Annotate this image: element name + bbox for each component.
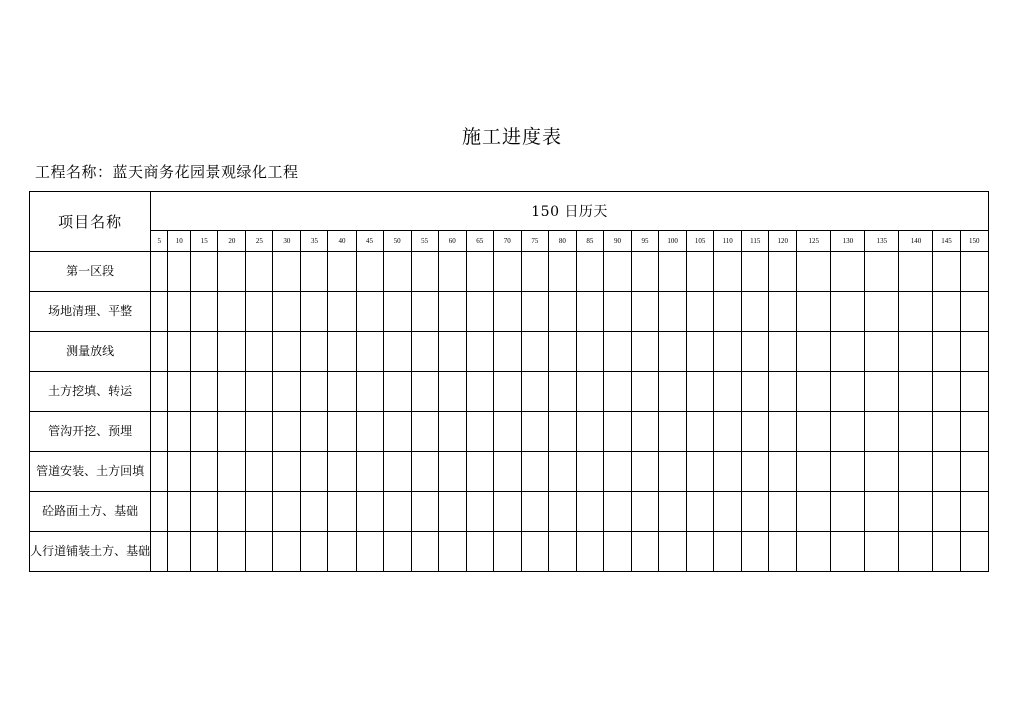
schedule-cell: [865, 532, 899, 572]
schedule-cell: [769, 532, 797, 572]
schedule-cell: [218, 452, 246, 492]
schedule-cell: [521, 492, 548, 532]
schedule-cell: [548, 532, 576, 572]
schedule-cell: [687, 252, 714, 292]
schedule-cell: [493, 372, 521, 412]
project-name: 工程名称：蓝天商务花园景观绿化工程: [35, 163, 299, 181]
schedule-cell: [246, 412, 273, 452]
schedule-cell: [687, 372, 714, 412]
schedule-cell: [383, 412, 411, 452]
schedule-cell: [356, 452, 383, 492]
task-name: 管道安装、土方回填: [30, 452, 151, 492]
schedule-cell: [899, 412, 933, 452]
schedule-cell: [960, 452, 988, 492]
schedule-cell: [576, 492, 603, 532]
schedule-cell: [356, 252, 383, 292]
schedule-cell: [493, 452, 521, 492]
schedule-cell: [687, 452, 714, 492]
schedule-cell: [742, 492, 769, 532]
schedule-cell: [356, 532, 383, 572]
schedule-cell: [632, 452, 659, 492]
schedule-cell: [218, 292, 246, 332]
schedule-cell: [742, 292, 769, 332]
schedule-table: [29, 191, 989, 572]
schedule-cell: [797, 292, 831, 332]
schedule-cell: [168, 372, 191, 412]
schedule-cell: [960, 492, 988, 532]
schedule-cell: [548, 452, 576, 492]
schedule-cell: [548, 332, 576, 372]
schedule-cell: [356, 372, 383, 412]
task-name: 人行道铺装土方、基础: [30, 532, 151, 572]
day-tick: 115: [742, 231, 769, 252]
schedule-cell: [493, 492, 521, 532]
task-name: 土方挖填、转运: [30, 372, 151, 412]
schedule-cell: [191, 492, 218, 532]
day-tick: 70: [493, 231, 521, 252]
schedule-cell: [797, 532, 831, 572]
schedule-cell: [301, 412, 328, 452]
schedule-cell: [168, 532, 191, 572]
schedule-cell: [383, 292, 411, 332]
day-tick: 110: [714, 231, 742, 252]
schedule-cell: [356, 492, 383, 532]
task-row: [30, 492, 989, 532]
schedule-cell: [687, 332, 714, 372]
schedule-cell: [151, 532, 168, 572]
schedule-cell: [742, 532, 769, 572]
schedule-cell: [603, 532, 631, 572]
task-row: [30, 292, 989, 332]
schedule-cell: [714, 292, 742, 332]
schedule-cell: [865, 412, 899, 452]
schedule-cell: [438, 532, 466, 572]
schedule-cell: [521, 332, 548, 372]
schedule-cell: [466, 492, 493, 532]
schedule-cell: [151, 412, 168, 452]
schedule-cell: [383, 452, 411, 492]
schedule-cell: [466, 372, 493, 412]
schedule-cell: [218, 412, 246, 452]
schedule-cell: [659, 332, 687, 372]
day-tick: 85: [576, 231, 603, 252]
schedule-cell: [714, 252, 742, 292]
schedule-cell: [218, 252, 246, 292]
schedule-cell: [831, 252, 865, 292]
schedule-cell: [603, 452, 631, 492]
schedule-cell: [246, 452, 273, 492]
schedule-cell: [769, 492, 797, 532]
day-tick: 10: [168, 231, 191, 252]
schedule-cell: [548, 292, 576, 332]
schedule-cell: [246, 372, 273, 412]
task-name: 第一区段: [30, 252, 151, 292]
schedule-cell: [769, 412, 797, 452]
schedule-cell: [714, 532, 742, 572]
task-row: [30, 372, 989, 412]
schedule-cell: [273, 292, 301, 332]
schedule-cell: [191, 332, 218, 372]
schedule-cell: [493, 532, 521, 572]
schedule-cell: [576, 332, 603, 372]
schedule-cell: [521, 452, 548, 492]
schedule-cell: [411, 252, 438, 292]
schedule-cell: [301, 492, 328, 532]
schedule-cell: [168, 452, 191, 492]
day-tick: 45: [356, 231, 383, 252]
schedule-cell: [831, 412, 865, 452]
schedule-cell: [328, 452, 356, 492]
schedule-cell: [168, 412, 191, 452]
schedule-cell: [960, 332, 988, 372]
schedule-cell: [356, 412, 383, 452]
schedule-cell: [301, 372, 328, 412]
schedule-cell: [493, 412, 521, 452]
schedule-cell: [548, 372, 576, 412]
schedule-cell: [769, 372, 797, 412]
schedule-cell: [328, 292, 356, 332]
schedule-cell: [191, 372, 218, 412]
schedule-cell: [246, 492, 273, 532]
task-row: [30, 332, 989, 372]
schedule-cell: [438, 372, 466, 412]
schedule-cell: [797, 412, 831, 452]
task-name: 管沟开挖、预埋: [30, 412, 151, 452]
schedule-cell: [659, 252, 687, 292]
schedule-cell: [411, 332, 438, 372]
schedule-cell: [246, 252, 273, 292]
day-tick: 135: [865, 231, 899, 252]
day-tick: 25: [246, 231, 273, 252]
schedule-cell: [899, 532, 933, 572]
schedule-cell: [191, 412, 218, 452]
schedule-cell: [659, 452, 687, 492]
schedule-cell: [383, 532, 411, 572]
project-name-header: 项目名称: [30, 192, 151, 252]
day-tick: 100: [659, 231, 687, 252]
schedule-cell: [632, 332, 659, 372]
schedule-cell: [899, 252, 933, 292]
task-row: [30, 532, 989, 572]
schedule-cell: [865, 492, 899, 532]
schedule-cell: [493, 332, 521, 372]
schedule-cell: [301, 292, 328, 332]
day-tick: 150: [960, 231, 988, 252]
day-tick: 125: [797, 231, 831, 252]
day-tick: 60: [438, 231, 466, 252]
schedule-cell: [383, 252, 411, 292]
schedule-cell: [576, 292, 603, 332]
schedule-cell: [687, 492, 714, 532]
schedule-cell: [168, 492, 191, 532]
schedule-cell: [831, 332, 865, 372]
schedule-cell: [438, 492, 466, 532]
schedule-cell: [603, 252, 631, 292]
schedule-cell: [933, 332, 960, 372]
task-row: [30, 452, 989, 492]
schedule-cell: [659, 412, 687, 452]
schedule-cell: [659, 492, 687, 532]
schedule-cell: [218, 332, 246, 372]
task-row: [30, 252, 989, 292]
schedule-cell: [438, 292, 466, 332]
schedule-cell: [933, 532, 960, 572]
schedule-cell: [797, 492, 831, 532]
schedule-cell: [960, 252, 988, 292]
schedule-cell: [831, 492, 865, 532]
task-row: [30, 412, 989, 452]
day-tick: 75: [521, 231, 548, 252]
schedule-cell: [411, 532, 438, 572]
schedule-cell: [831, 292, 865, 332]
schedule-cell: [521, 292, 548, 332]
schedule-cell: [521, 252, 548, 292]
schedule-cell: [687, 532, 714, 572]
day-tick: 90: [603, 231, 631, 252]
schedule-cell: [899, 332, 933, 372]
schedule-cell: [466, 252, 493, 292]
schedule-cell: [151, 372, 168, 412]
schedule-cell: [933, 412, 960, 452]
schedule-cell: [356, 292, 383, 332]
schedule-cell: [933, 372, 960, 412]
schedule-cell: [411, 292, 438, 332]
day-tick: 145: [933, 231, 960, 252]
schedule-cell: [659, 372, 687, 412]
schedule-cell: [273, 532, 301, 572]
schedule-cell: [411, 412, 438, 452]
schedule-cell: [831, 452, 865, 492]
schedule-cell: [632, 492, 659, 532]
schedule-cell: [411, 492, 438, 532]
day-tick: 95: [632, 231, 659, 252]
schedule-cell: [273, 452, 301, 492]
schedule-cell: [960, 532, 988, 572]
schedule-cell: [769, 292, 797, 332]
schedule-cell: [328, 252, 356, 292]
schedule-cell: [218, 492, 246, 532]
schedule-cell: [328, 492, 356, 532]
schedule-cell: [411, 372, 438, 412]
day-tick: 30: [273, 231, 301, 252]
schedule-cell: [301, 532, 328, 572]
day-tick: 130: [831, 231, 865, 252]
schedule-cell: [960, 292, 988, 332]
schedule-cell: [576, 452, 603, 492]
schedule-cell: [438, 412, 466, 452]
schedule-cell: [191, 532, 218, 572]
schedule-cell: [328, 532, 356, 572]
schedule-cell: [960, 372, 988, 412]
schedule-cell: [383, 372, 411, 412]
schedule-cell: [168, 252, 191, 292]
schedule-cell: [466, 332, 493, 372]
schedule-cell: [466, 412, 493, 452]
schedule-cell: [576, 252, 603, 292]
day-tick: 5: [151, 231, 168, 252]
day-tick: 35: [301, 231, 328, 252]
day-tick: 40: [328, 231, 356, 252]
schedule-cell: [356, 332, 383, 372]
schedule-cell: [576, 412, 603, 452]
schedule-cell: [714, 492, 742, 532]
schedule-cell: [714, 372, 742, 412]
schedule-cell: [273, 252, 301, 292]
schedule-cell: [411, 452, 438, 492]
schedule-cell: [687, 412, 714, 452]
schedule-cell: [865, 292, 899, 332]
schedule-cell: [632, 372, 659, 412]
schedule-cell: [899, 492, 933, 532]
day-tick: 55: [411, 231, 438, 252]
schedule-cell: [191, 452, 218, 492]
schedule-cell: [301, 252, 328, 292]
schedule-cell: [576, 372, 603, 412]
day-tick: 20: [218, 231, 246, 252]
schedule-cell: [273, 332, 301, 372]
schedule-cell: [438, 332, 466, 372]
schedule-cell: [548, 412, 576, 452]
schedule-cell: [899, 452, 933, 492]
day-tick: 140: [899, 231, 933, 252]
schedule-cell: [218, 372, 246, 412]
schedule-cell: [383, 492, 411, 532]
calendar-days-header: 150 日历天: [151, 192, 989, 231]
schedule-cell: [742, 252, 769, 292]
schedule-cell: [742, 452, 769, 492]
schedule-cell: [797, 372, 831, 412]
schedule-cell: [865, 452, 899, 492]
schedule-cell: [865, 372, 899, 412]
schedule-cell: [191, 252, 218, 292]
day-tick: 15: [191, 231, 218, 252]
schedule-cell: [576, 532, 603, 572]
schedule-cell: [933, 492, 960, 532]
schedule-cell: [548, 492, 576, 532]
schedule-cell: [273, 372, 301, 412]
schedule-cell: [151, 492, 168, 532]
schedule-cell: [742, 412, 769, 452]
schedule-cell: [603, 292, 631, 332]
schedule-cell: [466, 452, 493, 492]
schedule-cell: [246, 332, 273, 372]
schedule-cell: [714, 452, 742, 492]
schedule-cell: [191, 292, 218, 332]
day-tick: 80: [548, 231, 576, 252]
schedule-cell: [899, 372, 933, 412]
schedule-cell: [521, 372, 548, 412]
schedule-cell: [659, 532, 687, 572]
day-ticks-row: [30, 231, 989, 252]
schedule-cell: [831, 372, 865, 412]
schedule-cell: [301, 452, 328, 492]
schedule-cell: [769, 452, 797, 492]
schedule-cell: [466, 292, 493, 332]
schedule-cell: [438, 452, 466, 492]
schedule-cell: [328, 412, 356, 452]
schedule-cell: [301, 332, 328, 372]
schedule-cell: [659, 292, 687, 332]
schedule-cell: [960, 412, 988, 452]
schedule-cell: [632, 532, 659, 572]
header-row: [30, 192, 989, 231]
schedule-cell: [933, 252, 960, 292]
task-name: 砼路面土方、基础: [30, 492, 151, 532]
schedule-cell: [328, 332, 356, 372]
schedule-cell: [632, 292, 659, 332]
schedule-cell: [151, 452, 168, 492]
schedule-cell: [632, 412, 659, 452]
schedule-cell: [493, 292, 521, 332]
task-name: 测量放线: [30, 332, 151, 372]
schedule-cell: [632, 252, 659, 292]
schedule-cell: [714, 412, 742, 452]
schedule-cell: [933, 292, 960, 332]
schedule-cell: [865, 252, 899, 292]
day-tick: 120: [769, 231, 797, 252]
schedule-cell: [797, 332, 831, 372]
schedule-cell: [521, 532, 548, 572]
day-tick: 65: [466, 231, 493, 252]
day-tick: 105: [687, 231, 714, 252]
day-tick: 50: [383, 231, 411, 252]
schedule-cell: [151, 252, 168, 292]
schedule-cell: [933, 452, 960, 492]
schedule-cell: [246, 532, 273, 572]
schedule-cell: [899, 292, 933, 332]
schedule-cell: [742, 372, 769, 412]
task-name: 场地清理、平整: [30, 292, 151, 332]
schedule-cell: [151, 292, 168, 332]
schedule-cell: [603, 372, 631, 412]
schedule-cell: [603, 492, 631, 532]
schedule-cell: [521, 412, 548, 452]
schedule-cell: [687, 292, 714, 332]
schedule-cell: [273, 412, 301, 452]
schedule-cell: [466, 532, 493, 572]
schedule-cell: [831, 532, 865, 572]
schedule-cell: [438, 252, 466, 292]
schedule-cell: [714, 332, 742, 372]
schedule-cell: [548, 252, 576, 292]
schedule-cell: [603, 412, 631, 452]
schedule-cell: [273, 492, 301, 532]
schedule-cell: [603, 332, 631, 372]
schedule-cell: [218, 532, 246, 572]
schedule-cell: [769, 332, 797, 372]
schedule-cell: [865, 332, 899, 372]
schedule-cell: [168, 292, 191, 332]
schedule-cell: [797, 252, 831, 292]
schedule-cell: [493, 252, 521, 292]
schedule-cell: [769, 252, 797, 292]
document-title: 施工进度表: [461, 126, 562, 148]
schedule-cell: [168, 332, 191, 372]
schedule-cell: [742, 332, 769, 372]
schedule-cell: [246, 292, 273, 332]
schedule-cell: [328, 372, 356, 412]
schedule-cell: [151, 332, 168, 372]
schedule-cell: [797, 452, 831, 492]
schedule-cell: [383, 332, 411, 372]
